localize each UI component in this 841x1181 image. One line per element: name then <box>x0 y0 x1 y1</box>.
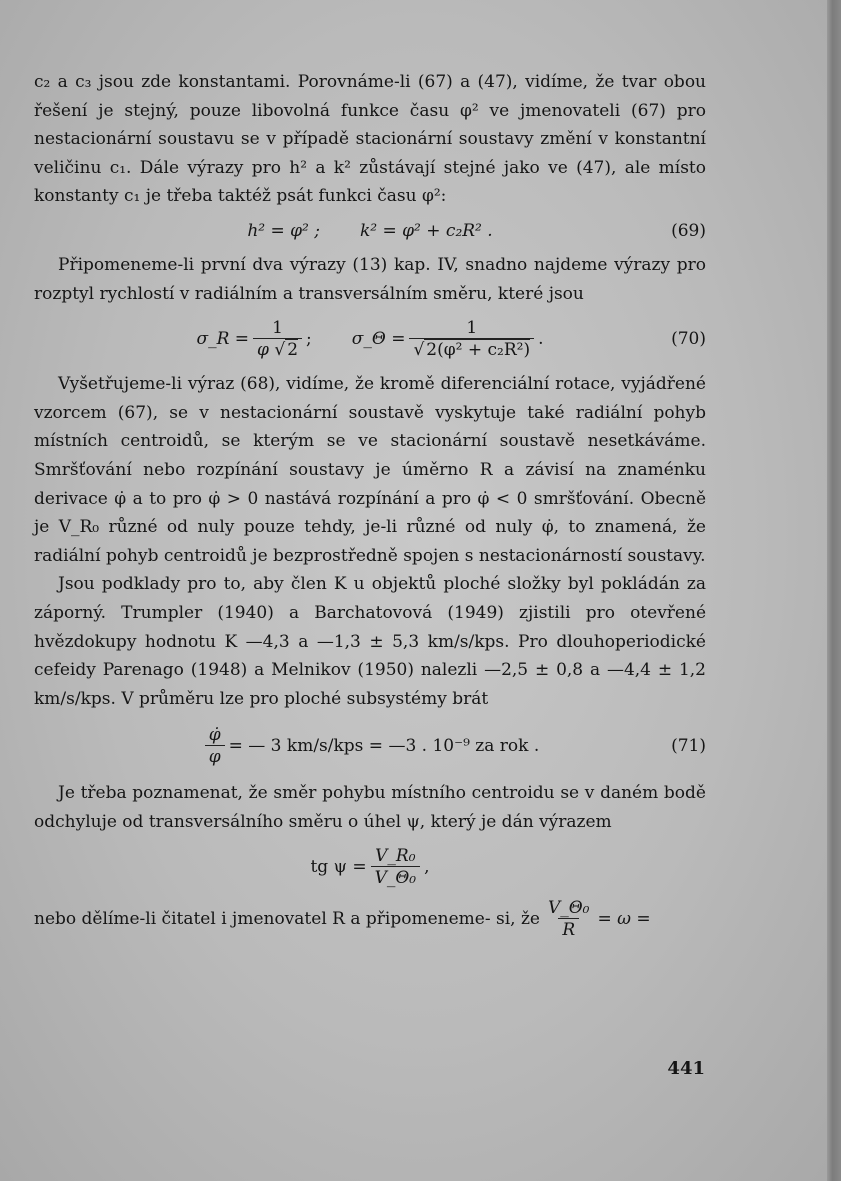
paragraph-1: c₂ a c₃ jsou zde konstantami. Porovnáme-li (67) a (47), vidíme, že tvar obou řešení je stejný, pouze libovolná funkce času φ² ve jmenovateli (67) pro nestacionární soustavu se v případě stacionární soustavy změní v konstantní veličinu c₁. Dále výrazy pro h² a k² zůstávají stejné jako ve (47), ale místo konstanty c₁ je třeba taktéž psát funkci času φ²: <box>34 72 706 207</box>
eq70-fraction-1 <box>253 318 302 361</box>
eq70-frac1-phi: φ <box>257 339 269 360</box>
eq70-frac2-radicand: 2(φ² + c₂R²) <box>426 339 531 360</box>
paragraph-5: Je třeba poznamenat, že směr pohybu místního centroidu se v daném bodě odchyluje od transversálního směru o úhel ψ, který je dán výrazem <box>34 783 706 832</box>
page-number: 441 <box>667 1058 705 1079</box>
eq70-fraction-2 <box>409 318 534 361</box>
paragraph-4: Jsou podklady pro to, aby člen K u objektů ploché složky byl pokládán za záporný. Trumpler (1940) a Barchatovová (1949) zjistili pro otevřené hvězdokupy hodnotu K —4,3 a —1,3 ± 5,3 km/s/kps. Pro dlouhoperiodické cefeidy Parenago (1948) a Melnikov (1950) nalezli —2,5 ± 0,8 a —4,4 ± 1,2 km/s/kps. V průměru lze pro ploché subsystémy brát <box>34 574 706 709</box>
eq70-frac2-denominator <box>409 338 534 361</box>
inline-denominator: R <box>558 918 579 941</box>
eq70-frac1-denominator <box>253 338 302 361</box>
eq70-number: (70) <box>671 328 706 349</box>
eq70-semicolon: ; <box>306 328 312 349</box>
equation-tg <box>34 836 706 898</box>
tg-numerator: V_R₀ <box>375 845 416 866</box>
paragraph-6 <box>34 898 706 941</box>
eq70-frac1-root: √ <box>274 339 286 360</box>
eq70-frac1-radicand: 2 <box>287 339 299 360</box>
inline-rhs: = ω = <box>597 909 651 930</box>
tg-lhs: tg ψ = <box>310 857 367 878</box>
eq71-numerator: φ̇ <box>208 724 221 745</box>
eq70-sigma-theta: σ_Θ = <box>351 328 406 349</box>
eq69-k: k² = φ² + c₂R² . <box>359 220 493 241</box>
page-body <box>34 68 706 941</box>
eq71-denominator: φ <box>205 745 225 768</box>
eq69-h: h² = φ² ; <box>247 220 320 241</box>
eq70-frac2-numerator: 1 <box>466 317 478 338</box>
eq70-frac1-numerator: 1 <box>272 317 283 338</box>
paragraph-2: Připomeneme-li první dva výrazy (13) kap. IV, snadno najdeme výrazy pro rozptyl rychlostí v radiálním a transversálním směru, které jsou <box>34 254 706 304</box>
eq70-period: . <box>538 328 544 349</box>
tg-comma: , <box>424 857 430 878</box>
paragraph-3: Vyšetřujeme-li výraz (68), vidíme, že kromě diferenciální rotace, vyjádřené vzorcem (67), se v nestacionární soustavě vyskytuje také radiální pohyb místních centroidů, se kterým se ve stacionární soustavě nesetkáváme. Smršťování nebo rozpínání soustavy je úměrno R a závisí na znaménku derivace φ̇ a to pro φ̇ > 0 nastává rozpínání a pro φ̇ < 0 smršťování. Obecně je V_R₀ různé od nuly pouze tehdy, je-li různé od nuly φ̇, to znamená, že radiální pohyb centroidů je bezprostředně spojen s nestacionárností soustavy. <box>34 374 706 566</box>
equation-71 <box>34 713 706 779</box>
eq70-sigma-r: σ_R = <box>196 328 250 349</box>
eq71-rhs: = — 3 km/s/kps = —3 . 10⁻⁹ za rok . <box>228 735 540 756</box>
page-edge-shadow <box>827 0 841 1181</box>
tg-denominator: V_Θ₀ <box>371 866 421 889</box>
paragraph-6-text: nebo dělíme-li čitatel i jmenovatel R a připomeneme- si, že <box>34 909 540 930</box>
tg-fraction <box>371 846 421 889</box>
eq71-number: (71) <box>671 735 706 756</box>
eq71-fraction <box>205 725 225 768</box>
inline-numerator: V_Θ₀ <box>547 898 590 919</box>
inline-fraction <box>544 898 594 941</box>
eq70-frac2-root: √ <box>413 339 425 360</box>
equation-69 <box>34 211 706 251</box>
equation-70 <box>34 308 706 370</box>
eq69-number: (69) <box>671 220 706 241</box>
